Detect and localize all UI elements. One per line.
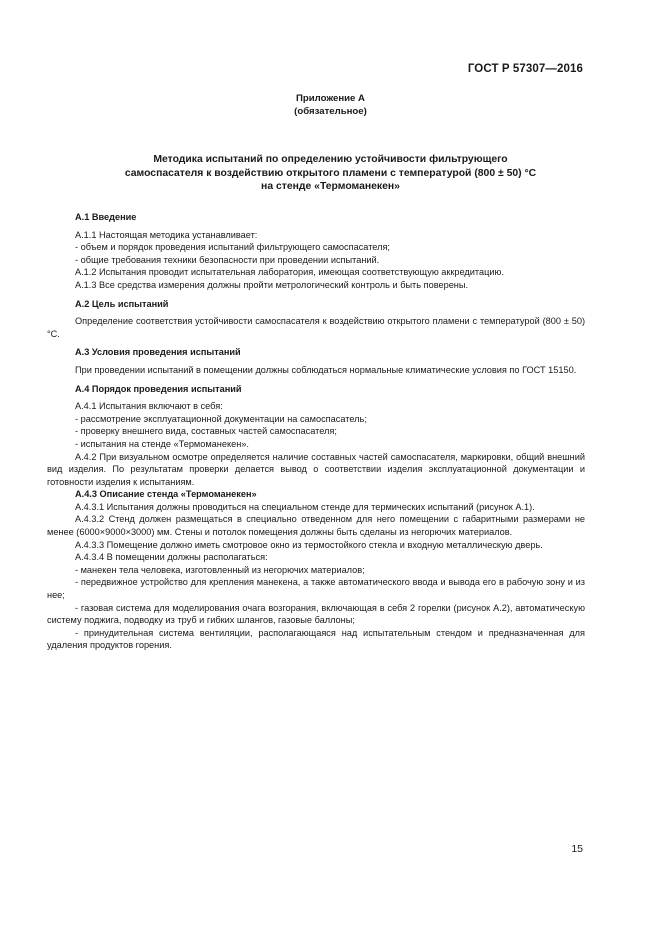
- list-item: - проверку внешнего вида, составных частей самоспасателя;: [75, 426, 337, 437]
- paragraph-a3-1: При проведении испытаний в помещении должны соблюдаться нормальные климатические условия по ГОСТ 15150.: [75, 364, 577, 375]
- document-body: [47, 211, 585, 652]
- page-number: 15: [571, 843, 583, 855]
- list-item: - рассмотрение эксплуатационной документации на самоспасатель;: [75, 413, 367, 424]
- appendix-status: (обязательное): [294, 106, 367, 117]
- subsection-heading-a4-3: А.4.3 Описание стенда «Термоманекен»: [75, 489, 257, 500]
- appendix-label: Приложение А: [296, 93, 365, 104]
- list-item: - общие требования техники безопасности при проведении испытаний.: [75, 254, 380, 265]
- section-heading-a1: А.1 Введение: [75, 212, 137, 222]
- list-item: - испытания на стенде «Термоманекен».: [75, 438, 249, 449]
- paragraph-a1-1: А.1.1 Настоящая методика устанавливает:: [75, 229, 258, 240]
- list-item: - объем и порядок проведения испытаний фильтрующего самоспасателя;: [75, 242, 390, 253]
- title-line-3: на стенде «Термоманекен»: [261, 181, 400, 192]
- list-item: - газовая система для моделирования очага возгорания, включающая в себя 2 горелки (рисунок А.2), автоматическую систему поджига, подводку из труб и гибких шлангов, газовые баллоны;: [47, 602, 585, 626]
- paragraph-a1-2: А.1.2 Испытания проводит испытательная лаборатория, имеющая соответствующую аккредитацию.: [75, 267, 504, 278]
- list-item: - манекен тела человека, изготовленный из негорючих материалов;: [75, 564, 365, 575]
- paragraph-a4-3-2: А.4.3.2 Стенд должен размещаться в специально отведенном для него помещении с габаритными размерами не менее (6000×9000×3000) мм. Стены и потолок помещения должны быть сделаны из негорючих материалов.: [47, 514, 585, 538]
- appendix-heading: [0, 92, 661, 118]
- section-heading-a3: А.3 Условия проведения испытаний: [75, 347, 241, 358]
- paragraph-a2-1: Определение соответствия устойчивости самоспасателя к воздействию открытого пламени с температурой (800 ± 50) °С.: [47, 316, 585, 339]
- title-line-2: самоспасателя к воздействию открытого пламени с температурой (800 ± 50) °С: [124, 167, 537, 179]
- paragraph-a4-1: А.4.1 Испытания включают в себя:: [75, 401, 223, 412]
- list-item: - передвижное устройство для крепления манекена, а также автоматического ввода и вывода его в рабочую зону и из нее;: [47, 577, 585, 601]
- section-heading-a2: А.2 Цель испытаний: [75, 298, 169, 309]
- document-code: ГОСТ Р 57307—2016: [467, 63, 583, 75]
- section-heading-a4: А.4 Порядок проведения испытаний: [75, 383, 242, 394]
- paragraph-a4-3-4: А.4.3.4 В помещении должны располагаться:: [75, 552, 268, 563]
- title-line-1: Методика испытаний по определению устойчивости фильтрующего: [153, 154, 508, 165]
- paragraph-a4-3-3: А.4.3.3 Помещение должно иметь смотровое окно из термостойкого стекла и входную металлическую дверь.: [75, 539, 543, 550]
- list-item: - принудительная система вентиляции, располагающаяся над испытательным стендом и предназначенная для удаления продуктов горения.: [47, 627, 585, 651]
- paragraph-a1-3: А.1.3 Все средства измерения должны пройти метрологический контроль и быть поверены.: [75, 279, 469, 290]
- paragraph-a4-2: А.4.2 При визуальном осмотре определяется наличие составных частей самоспасателя, маркировки, общий внешний вид изделия. По результатам проверки делается вывод о соответствии изделия эксплуатационной документации и готовности изделия к испытаниям.: [47, 451, 585, 487]
- paragraph-a4-3-1: А.4.3.1 Испытания должны проводиться на специальном стенде для термических испытаний (рисунок А.1).: [75, 501, 535, 512]
- document-title: [60, 153, 601, 194]
